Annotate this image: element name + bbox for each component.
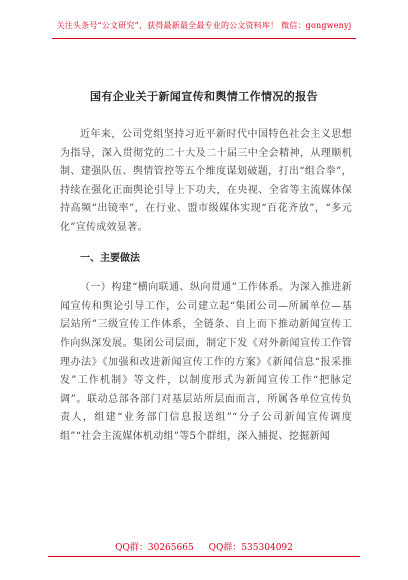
header-divider <box>52 38 356 39</box>
document-body <box>60 126 352 447</box>
header-promo-text: 关注头条号“公文研究”，获得最新最全最专业的公文资料库！ 微信：gongwenyj <box>56 21 352 30</box>
document-title: 国有企业关于新闻宣传和舆情工作情况的报告 <box>90 90 318 103</box>
footer-qq-groups <box>0 540 408 553</box>
qq-group-2: QQ群：535304092 <box>208 543 293 553</box>
footer-divider <box>48 556 360 557</box>
section-heading: 一、主要做法 <box>80 252 140 264</box>
qq-group-1: QQ群：30265665 <box>115 543 194 553</box>
intro-paragraph: 近年来，公司党组坚持习近平新时代中国特色社会主义思想为指导，深入贯彻党的二十大及二十届三中全会精神，从理顺机制、建强队伍、舆情管控等五个维度谋划破题，打出“组合拳”，持续在强化正面舆论引导上下功夫，在央视、全省等主流媒体保持高频“出镜率”，在行业、盟市级媒体实现“百花齐放”，“多元化”宣传成效显著。 <box>60 129 352 233</box>
section-paragraph: （一）构建“横向联通、纵向贯通”工作体系。为深入推进新闻宣传和舆论引导工作，公司建立起“集团公司—所属单位—基层站所”三级宣传工作体系，全链条、自上而下推动新闻宣传工作向纵深发展。集团公司层面，制定下发《对外新闻宣传工作管理办法》《加强和改进新闻宣传工作的方案》《新闻信息“报采推发”工作机制》等文件，以制度形式为新闻宣传工作“把脉定调”。联动总部各部门对基层站所层面而言，所属各单位宣传负责人，组建“业务部门信息报送组”“分子公司新闻宣传调度组”“社会主流媒体机动组”等5个群组，深入捕捉、挖掘新闻 <box>60 282 352 442</box>
